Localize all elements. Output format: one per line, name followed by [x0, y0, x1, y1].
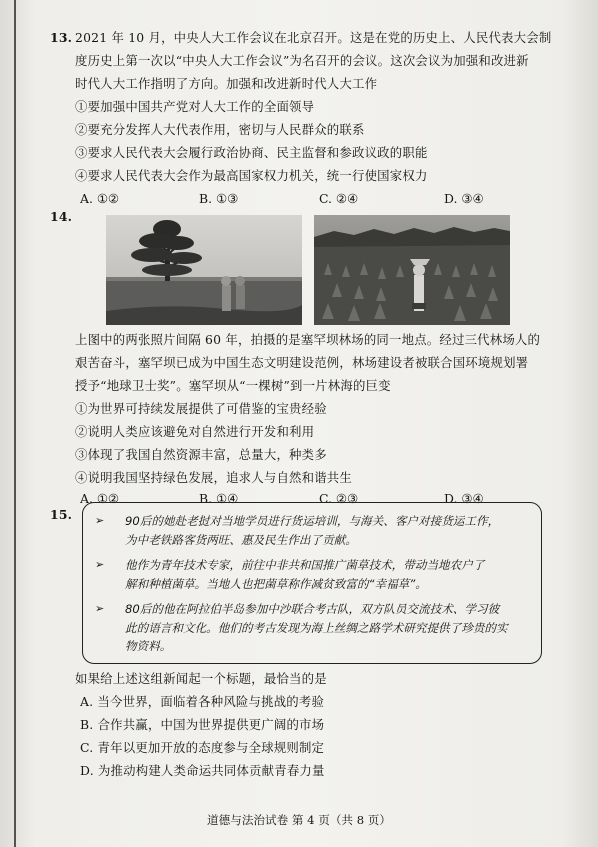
option-b: B. ①③: [199, 191, 239, 206]
option-a: A. 当今世界，面临着各种风险与挑战的考验: [80, 694, 325, 709]
statement: ③体现了我国自然资源丰富，总量大，种类多: [75, 447, 327, 462]
statement: ③要求人民代表大会履行政治协商、民主监督和参政议政的职能: [75, 145, 428, 160]
statement: ②说明人类应该避免对自然进行开发和利用: [75, 424, 315, 439]
option-b: B. 合作共赢，中国为世界提供更广阔的市场: [80, 717, 325, 732]
statement: ④要求人民代表大会作为最高国家权力机关，统一行使国家权力: [75, 168, 428, 183]
question-stem-line: 艰苦奋斗，塞罕坝已成为中国生态文明建设范例，林场建设者被联合国环境规划署: [75, 355, 529, 370]
statement: ①要加强中国共产党对人大工作的全面领导: [75, 99, 315, 114]
question-stem-line: 授予“地球卫士奖”。塞罕坝从“一棵树”到一片林海的巨变: [75, 378, 391, 393]
question-number: 14.: [50, 209, 73, 224]
arrow-bullet-icon: ➢: [95, 514, 105, 527]
question-stem-line: 上图中的两张照片间隔 60 年，拍摄的是塞罕坝林场的同一地点。经过三代林场人的: [75, 332, 541, 347]
news-line: 为中老铁路客货两旺、惠及民生作出了贡献。: [125, 532, 357, 547]
news-line: 物资料。: [125, 639, 172, 653]
news-line: 此的语言和文化。他们的考古发现为海上丝绸之路学术研究提供了珍贵的实: [125, 620, 508, 635]
statement: ①为世界可持续发展提供了可借鉴的宝贵经验: [75, 401, 327, 416]
news-line: 他作为青年技术专家，前往中非共和国推广菌草技术，带动当地农户了: [125, 558, 485, 572]
news-line: 90后的她赴老挝对当地学员进行货运培训，与海关、客户对接货运工作，: [125, 514, 500, 528]
statement: ②要充分发挥人大代表作用，密切与人民群众的联系: [75, 122, 365, 137]
question-stem-line: 度历史上第一次以“中央人大工作会议”为名召开的会议。这次会议为加强和改进新: [75, 53, 529, 68]
statement: ④说明我国坚持绿色发展，追求人与自然和谐共生: [75, 470, 352, 485]
question-stem: 如果给上述这组新闻起一个标题，最恰当的是: [75, 671, 327, 686]
option-b: B. ①④: [199, 491, 239, 506]
binding-margin-line: [14, 0, 16, 847]
question-stem-line: 2021 年 10 月，中央人大工作会议在北京召开。这是在党的历史上、人民代表大会制: [75, 30, 552, 45]
news-line: 80后的他在阿拉伯半岛参加中沙联合考古队，双方队员交流技术、学习彼: [125, 602, 500, 616]
question-stem-line: 时代人大工作指明了方向。加强和改进新时代人大工作: [75, 76, 378, 91]
arrow-bullet-icon: ➢: [95, 558, 105, 571]
arrow-bullet-icon: ➢: [95, 602, 105, 615]
news-box: [82, 502, 542, 664]
news-line: 解和种植菌草。当地人也把菌草称作减贫致富的“幸福草”。: [125, 576, 427, 591]
question-number: 13.: [50, 30, 73, 45]
option-a: A. ①②: [80, 191, 120, 206]
option-d: D. ③④: [444, 191, 484, 206]
question-number: 15.: [50, 507, 73, 522]
photo-forest-now: [314, 215, 510, 325]
option-d: D. ③④: [444, 491, 484, 506]
option-c: C. 青年以更加开放的态度参与全球规则制定: [80, 740, 325, 755]
photo-single-tree-then: [106, 215, 302, 325]
page-footer: 道德与法治试卷 第 4 页（共 8 页）: [207, 813, 391, 827]
option-c: C. ②④: [319, 191, 359, 206]
option-a: A. ①②: [80, 491, 120, 506]
option-c: C. ②③: [319, 491, 359, 506]
option-d: D. 为推动构建人类命运共同体贡献青春力量: [80, 763, 325, 778]
